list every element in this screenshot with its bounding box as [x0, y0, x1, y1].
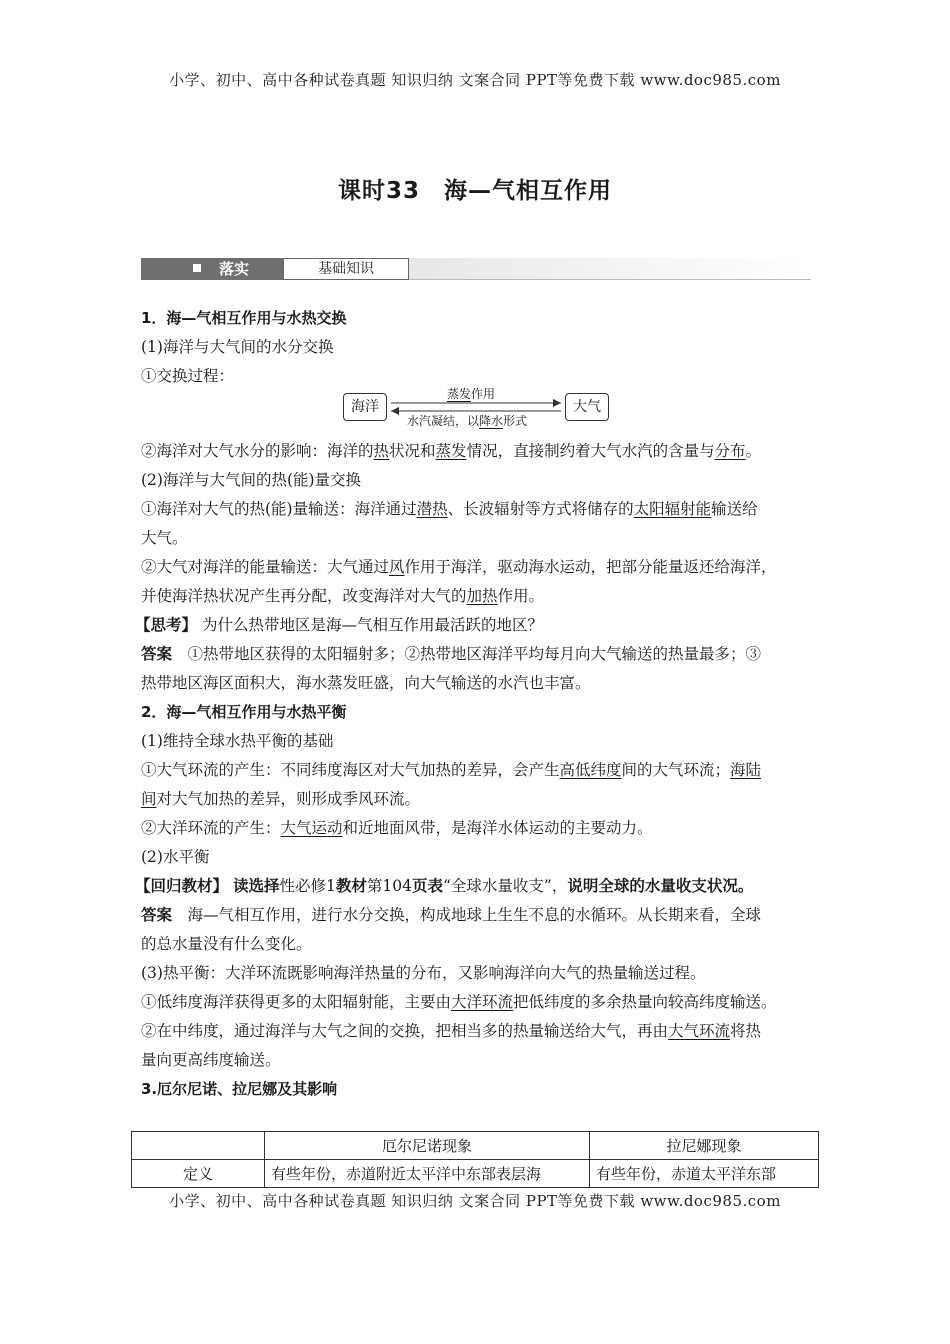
back-answer-line1 [141, 901, 817, 930]
s3-p2-u1: 大洋环流 [451, 993, 514, 1011]
main-content [135, 304, 817, 1104]
s1-p5-line1 [141, 495, 817, 524]
s2-p3 [141, 814, 817, 843]
s2-p1: (1)维持全球水热平衡的基础 [141, 732, 334, 750]
s2-p3-a: ②大洋环流的产生： [141, 819, 281, 837]
water-exchange-diagram [141, 387, 817, 431]
s2-p2-line2 [141, 785, 817, 814]
s2-p2-line1 [141, 756, 817, 785]
think-answer-line1 [141, 640, 817, 669]
s1-p3-u2: 蒸发 [435, 442, 467, 460]
back-answer-label: 答案 [141, 906, 173, 924]
think-answer-line2: 热带地区海区面积大，海水蒸发旺盛，向大气输送的水汽也丰富。 [141, 674, 591, 692]
s1-p5-line2: 大气。 [141, 529, 188, 547]
table-header-row [132, 1132, 819, 1160]
page-footer: 小学、初中、高中各种试卷真题 知识归纳 文案合同 PPT等免费下载 www.doc985.com [169, 1192, 781, 1210]
s2-p4: (2)水平衡 [141, 848, 210, 866]
s2-p2-u2: 海陆 [730, 761, 762, 779]
diagram-box-ocean: 海洋 [343, 393, 387, 421]
table-row [132, 1160, 819, 1188]
square-bullet-icon [193, 264, 201, 272]
s3-p3-b: 将热 [730, 1022, 762, 1040]
s1-p6-u2: 加热 [466, 587, 498, 605]
think-label: 【思考】 [135, 616, 198, 634]
arrow-label-bottom-c: 形式 [503, 414, 528, 428]
page-title: 课时33 海—气相互作用 [337, 178, 612, 204]
s2-p2-a: ①大气环流的产生：不同纬度海区对大气加热的差异，会产生 [141, 761, 560, 779]
back-q-c: 教材 [335, 877, 367, 895]
back-q-g: 说明全球的水量收支状况。 [567, 877, 754, 895]
back-q-e: 页表 [411, 877, 443, 895]
section-heading-1: 1．海—气相互作用与水热交换 [141, 309, 347, 327]
s1-p5-c: 输送给 [711, 500, 758, 518]
s1-p5-b: 、长波辐射等方式将储存的 [447, 500, 634, 518]
s1-p3-b: 状况和 [389, 442, 436, 460]
s3-p3-line1 [141, 1017, 817, 1046]
enso-table [131, 1131, 819, 1188]
s3-p3-u1: 大气环流 [668, 1022, 731, 1040]
s1-p4: (2)海洋与大气间的热(能)量交换 [141, 471, 362, 489]
s2-p2-b: 间的大气环流； [621, 761, 731, 779]
band-tag-primary-label: 落实 [219, 260, 250, 278]
back-answer-a1: 海—气相互作用，进行水分交换，构成地球上生生不息的水循环。从长期来看，全球 [187, 906, 762, 924]
section-band [141, 258, 811, 280]
s1-p6-u1: 风 [389, 558, 405, 576]
s2-p3-b: 和近地面风带，是海洋水体运动的主要动力。 [342, 819, 653, 837]
s1-p6-line2 [141, 582, 817, 611]
s1-p3-d: 。 [745, 442, 762, 460]
s1-p6-c: 并使海洋热状况产生再分配，改变海洋对大气的 [141, 587, 467, 605]
arrow-label-bottom-a: 水汽凝结，以 [407, 414, 480, 428]
table-cell: 厄尔尼诺现象 [265, 1132, 590, 1160]
back-q-a: 读选择 [232, 877, 280, 895]
s1-p3-c: 情况，直接制约着大气水汽的含量与 [466, 442, 715, 460]
diagram-box-atmosphere: 大气 [565, 393, 609, 421]
arrow-label-top-rest: 作用 [471, 387, 496, 401]
s1-p3-a: ②海洋对大气水分的影响：海洋的 [141, 442, 374, 460]
s1-p5-a: ①海洋对大气的热(能)量输送：海洋通过 [141, 500, 417, 518]
section-heading-3: 3.厄尔尼诺、拉尼娜及其影响 [141, 1080, 338, 1098]
s1-p3-u3: 分布 [714, 442, 746, 460]
s2-p3-u1: 大气运动 [280, 819, 343, 837]
table-cell [132, 1132, 265, 1160]
s1-p2: ①交换过程： [141, 367, 235, 385]
s2-p2-u1: 高低纬度 [559, 761, 622, 779]
band-rule [409, 279, 811, 280]
s1-p5-u2: 太阳辐射能 [633, 500, 712, 518]
s1-p6-line1 [141, 553, 817, 582]
page-header: 小学、初中、高中各种试卷真题 知识归纳 文案合同 PPT等免费下载 www.doc985.com [169, 71, 781, 89]
back-label: 【回归教材】 [135, 877, 229, 895]
think-answer-label: 答案 [141, 645, 173, 663]
think-question-text: 为什么热带地区是海—气相互作用最活跃的地区？ [201, 616, 543, 634]
back-question [135, 872, 817, 901]
arrow-label-top [447, 387, 495, 401]
s1-p3 [141, 437, 817, 466]
table-cell: 有些年份，赤道太平洋东部 [590, 1160, 819, 1188]
table-cell: 拉尼娜现象 [590, 1132, 819, 1160]
table-cell: 定义 [132, 1160, 265, 1188]
s1-p5-u1: 潜热 [416, 500, 448, 518]
table-cell: 有些年份，赤道附近太平洋中东部表层海 [265, 1160, 590, 1188]
s1-p3-u1: 热 [373, 442, 390, 460]
s3-p2-a: ①低纬度海洋获得更多的太阳辐射能，主要由 [141, 993, 452, 1011]
back-q-d: 第104 [366, 877, 412, 895]
think-answer-a1: ①热带地区获得的太阳辐射多；②热带地区海洋平均每月向大气输送的热量最多；③ [187, 645, 762, 663]
think-question [135, 611, 817, 640]
arrow-label-bottom-key: 降水 [479, 414, 504, 428]
s1-p6-d: 作用。 [497, 587, 545, 605]
arrow-label-bottom [407, 414, 527, 428]
s2-p2-c: 对大气加热的差异，则形成季风环流。 [156, 790, 421, 808]
back-answer-line2: 的总水量没有什么变化。 [141, 935, 312, 953]
band-tag-secondary: 基础知识 [283, 258, 409, 280]
s1-p6-a: ②大气对海洋的能量输送：大气通过 [141, 558, 390, 576]
s3-p3-a: ②在中纬度，通过海洋与大气之间的交换，把相当多的热量输送给大气，再由 [141, 1022, 669, 1040]
s3-p3-line2: 量向更高纬度输送。 [141, 1051, 281, 1069]
s1-p1: (1)海洋与大气间的水分交换 [141, 338, 334, 356]
band-tag-primary [141, 258, 283, 280]
s3-p2 [141, 988, 817, 1017]
back-q-b: 性必修1 [279, 877, 336, 895]
s3-p1: (3)热平衡：大洋环流既影响海洋热量的分布，又影响海洋向大气的热量输送过程。 [141, 964, 706, 982]
s1-p6-b: 作用于海洋，驱动海水运动，把部分能量返还给海洋， [404, 558, 777, 576]
section-heading-2: 2．海—气相互作用与水热平衡 [141, 703, 347, 721]
s3-p2-b: 把低纬度的多余热量向较高纬度输送。 [513, 993, 777, 1011]
arrow-label-top-key: 蒸发 [447, 387, 472, 401]
back-q-f: “全球水量收支”， [442, 877, 568, 895]
s2-p2-u3: 间 [141, 790, 157, 808]
